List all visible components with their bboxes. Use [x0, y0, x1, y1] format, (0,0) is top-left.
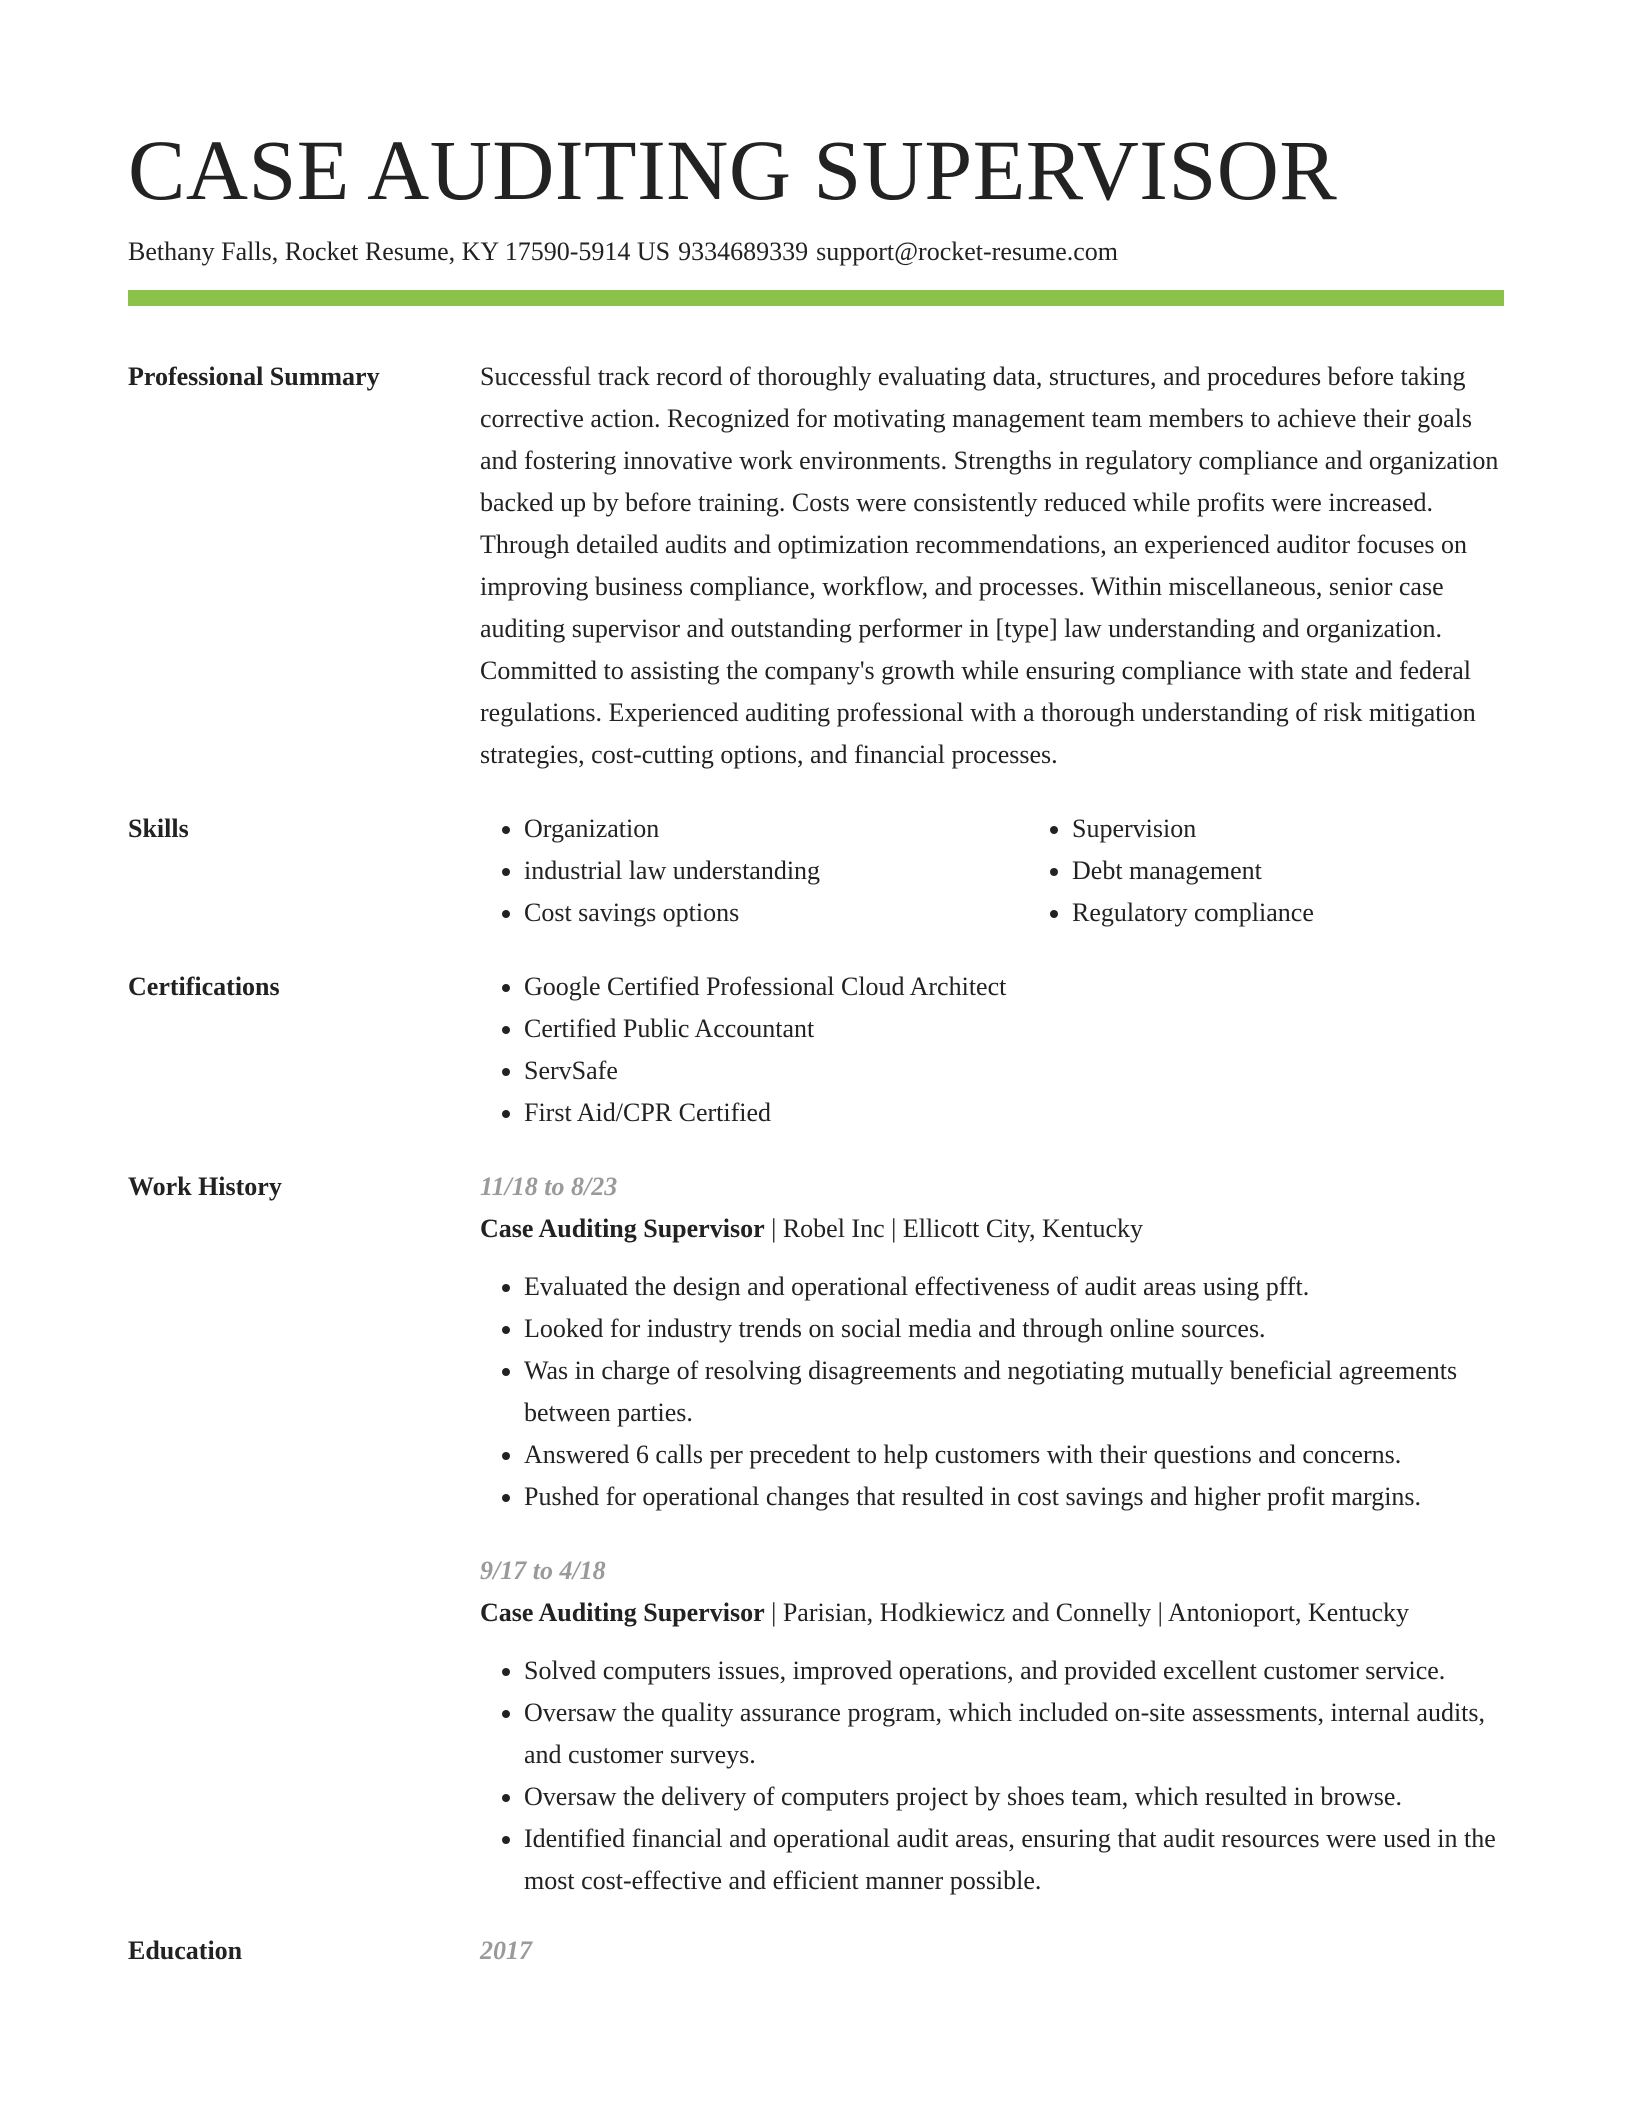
skill-item: • Supervision [1072, 808, 1576, 850]
resume-page [128, 118, 1504, 1972]
certification-item: • Certified Public Accountant [524, 1008, 1504, 1050]
skills-column-1 [480, 808, 1028, 934]
summary-text: Successful track record of thoroughly evaluating data, structures, and procedures before taking corrective action. Recognized for motivating management team members to achieve their goals and fostering innovative work environments. Strengths in regulatory compliance and organization backed up by before training. Costs were consistently reduced while profits were increased. Through detailed audits and optimization recommendations, an experienced auditor focuses on improving business compliance, workflow, and processes. Within miscellaneous, senior case auditing supervisor and outstanding performer in [type] law understanding and organization. Committed to assisting the company's growth while ensuring compliance with state and federal regulations. Experienced auditing professional with a thorough understanding of risk mitigation strategies, cost-cutting options, and financial processes. [480, 362, 1499, 769]
job-header [480, 1208, 1504, 1250]
skill-item: • Cost savings options [524, 892, 1028, 934]
skill-item: • industrial law understanding [524, 850, 1028, 892]
job-task: • Evaluated the design and operational effectiveness of audit areas using pfft. [524, 1266, 1504, 1308]
summary-section [128, 356, 1504, 776]
education-date: 2017 [480, 1936, 532, 1965]
certification-item: • ServSafe [524, 1050, 1504, 1092]
job-details: | Parisian, Hodkiewicz and Connelly | Antonioport, Kentucky [764, 1598, 1410, 1627]
job-tasks [480, 1650, 1504, 1902]
job-task: • Answered 6 calls per precedent to help customers with their questions and concerns. [524, 1434, 1504, 1476]
skill-item: • Regulatory compliance [1072, 892, 1576, 934]
job-task: • Pushed for operational changes that resulted in cost savings and higher profit margins. [524, 1476, 1504, 1518]
job-task: • Was in charge of resolving disagreements and negotiating mutually beneficial agreements between parties. [524, 1350, 1504, 1434]
skills-column-2 [1028, 808, 1576, 934]
job-title: Case Auditing Supervisor [480, 1214, 765, 1243]
summary-heading: Professional Summary [128, 362, 380, 391]
work-history-section [128, 1166, 1504, 1902]
job-dates: 9/17 to 4/18 [480, 1556, 606, 1585]
job-task: • Oversaw the quality assurance program, which included on-site assessments, internal audits, and customer surveys. [524, 1692, 1504, 1776]
job-task: • Solved computers issues, improved operations, and provided excellent customer service. [524, 1650, 1504, 1692]
education-section [128, 1930, 1504, 1972]
job-task: • Looked for industry trends on social media and through online sources. [524, 1308, 1504, 1350]
contact-phone: 9334689339 [678, 237, 809, 266]
resume-name: CASE AUDITING SUPERVISOR [128, 122, 1338, 218]
contact-address: Bethany Falls, Rocket Resume, KY 17590-5914 US [128, 237, 671, 266]
skills-heading: Skills [128, 814, 189, 843]
work-history-heading: Work History [128, 1172, 282, 1201]
job-task: • Oversaw the delivery of computers project by shoes team, which resulted in browse. [524, 1776, 1504, 1818]
education-heading: Education [128, 1936, 243, 1965]
accent-divider [128, 290, 1504, 306]
job-header [480, 1592, 1504, 1634]
job-title: Case Auditing Supervisor [480, 1598, 765, 1627]
skill-item: • Debt management [1072, 850, 1576, 892]
job-tasks [480, 1266, 1504, 1518]
job-entry [480, 1166, 1504, 1518]
contact-line [128, 234, 1504, 270]
job-details: | Robel Inc | Ellicott City, Kentucky [764, 1214, 1144, 1243]
certification-item: • Google Certified Professional Cloud Architect [524, 966, 1504, 1008]
certifications-heading: Certifications [128, 972, 280, 1001]
job-entry [480, 1550, 1504, 1902]
certifications-section [128, 966, 1504, 1134]
skills-section [128, 808, 1504, 934]
skill-item: • Organization [524, 808, 1028, 850]
certification-item: • First Aid/CPR Certified [524, 1092, 1504, 1134]
job-task: • Identified financial and operational audit areas, ensuring that audit resources were used in the most cost-effective and efficient manner possible. [524, 1818, 1504, 1902]
certifications-list [480, 966, 1504, 1134]
job-dates: 11/18 to 8/23 [480, 1172, 618, 1201]
contact-email: support@rocket-resume.com [816, 237, 1119, 266]
